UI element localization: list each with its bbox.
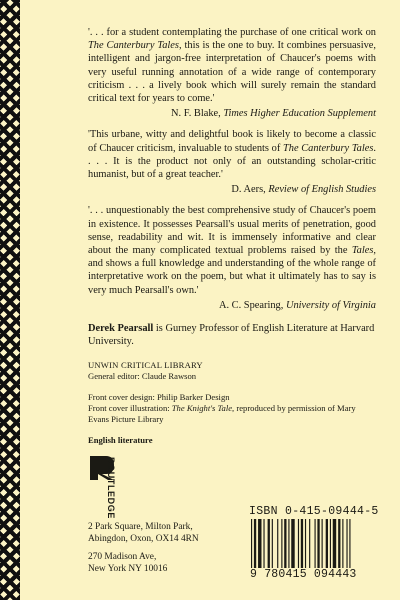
barcode-bar — [288, 519, 289, 569]
barcode-bar — [309, 519, 310, 569]
quote-attribution — [88, 107, 376, 120]
barcode-bar — [272, 519, 273, 569]
author-name: Derek Pearsall — [88, 323, 154, 335]
address-line: Abingdon, Oxon, OX14 4RN — [88, 533, 199, 544]
barcode-digits: 9 780415 094443 — [250, 568, 357, 581]
quote-title-italic: The Canterbury Tales — [282, 142, 374, 154]
cover-illustration-credit — [88, 403, 376, 425]
quote-text — [88, 204, 376, 296]
review-quote-3 — [88, 204, 376, 312]
credit-title-italic: The Knight's Tale — [171, 403, 233, 414]
address-line: New York NY 10016 — [88, 563, 168, 574]
back-cover-text — [88, 26, 376, 446]
attribution-name: D. Aers, — [231, 184, 269, 196]
review-quote-1 — [88, 26, 376, 120]
attribution-source: Review of English Studies — [268, 184, 376, 196]
barcode-bar — [298, 519, 299, 569]
quote-text-part: '. . . unquestionably the best comprehensive study of Chaucer's poem in existence. It possesses Pearsall's usual merits of penetration, good sense, readability and wit. It is immensely informative and clear about the many complicated textual problems raised by the — [88, 205, 376, 257]
quote-text — [88, 128, 376, 181]
address-line: 2 Park Square, Milton Park, — [88, 522, 193, 532]
author-bio-text: is Gurney Professor of English Literature at Harvard University. — [88, 323, 375, 348]
barcode-bar — [251, 519, 252, 569]
cover-design-credit: Front cover design: Philip Barker Design — [88, 392, 230, 403]
barcode-bar — [346, 519, 347, 569]
quote-text-part: , this is the one to buy. It combines persuasive, intelligent and jargon-free interpretation of Chaucer's poems with very useful running annotation of a wide range of contemporary criticism . . . a lively book which will surely remain the standard critical text for years to come.' — [88, 40, 376, 105]
quote-text-part: '. . . for a student contemplating the purchase of one critical work on — [88, 27, 376, 38]
barcode-bar — [338, 519, 340, 569]
quote-text-part: , and shows a full knowledge and understanding of the whole range of interpretative work on the poem, but what it ultimately has to say is very much Pearsall's own.' — [88, 245, 376, 296]
barcode-bar — [254, 519, 256, 569]
barcode-bar — [277, 519, 278, 569]
publisher-address-us — [88, 552, 167, 575]
publisher-logo-word: ROUTLEDGE — [106, 457, 116, 519]
series-info — [88, 360, 376, 382]
author-bio — [88, 322, 376, 348]
quote-attribution — [88, 299, 376, 312]
isbn-label: ISBN 0-415-09444-5 — [249, 505, 379, 518]
barcode-bar — [291, 519, 294, 569]
series-title: UNWIN CRITICAL LIBRARY — [88, 360, 203, 371]
spine-hatch-pattern — [0, 0, 20, 600]
barcode-bar — [315, 519, 316, 569]
address-line: 270 Madison Ave, — [88, 552, 157, 562]
barcode-bar — [301, 519, 303, 569]
barcode-bar — [322, 519, 323, 569]
attribution-name: N. F. Blake, — [171, 108, 224, 120]
quote-text — [88, 26, 376, 105]
credit-text-part: , reproduced by permission of Mary Evans Picture Library — [88, 403, 356, 425]
credit-text-part: Front cover illustration: — [88, 403, 172, 414]
barcode-icon — [249, 519, 377, 575]
attribution-source: Times Higher Education Supplement — [223, 108, 376, 120]
barcode-bar — [349, 519, 350, 569]
barcode-bar — [342, 519, 343, 569]
barcode-bar — [326, 519, 328, 569]
quote-attribution — [88, 183, 376, 196]
barcode-bar — [330, 519, 331, 569]
attribution-source: University of Virginia — [285, 299, 376, 311]
barcode-bar — [263, 519, 264, 569]
attribution-name: A. C. Spearing, — [218, 299, 286, 311]
cover-credits — [88, 392, 376, 425]
publisher-address-uk — [88, 522, 199, 545]
series-editor: General editor: Claude Rawson — [88, 371, 197, 382]
barcode-bar — [305, 519, 306, 569]
quote-title-italic: The Canterbury Tales — [88, 40, 179, 52]
quote-title-italic: Tales — [351, 245, 374, 257]
barcode-bar — [284, 519, 286, 569]
barcode-bar — [268, 519, 270, 569]
review-quote-2 — [88, 128, 376, 196]
barcode-bar — [317, 519, 319, 569]
quote-text-part: . . . . It is the product not only of an outstanding scholar-critic humanist, but of a great teacher.' — [88, 142, 376, 181]
barcode-bar — [281, 519, 282, 569]
subject-category: English literature — [88, 435, 153, 446]
quote-text-part: 'This urbane, witty and delightful book is likely to become a classic of Chaucer criticism, invaluable to students of — [88, 129, 376, 154]
barcode-bar — [258, 519, 261, 569]
barcode-bar — [333, 519, 336, 569]
